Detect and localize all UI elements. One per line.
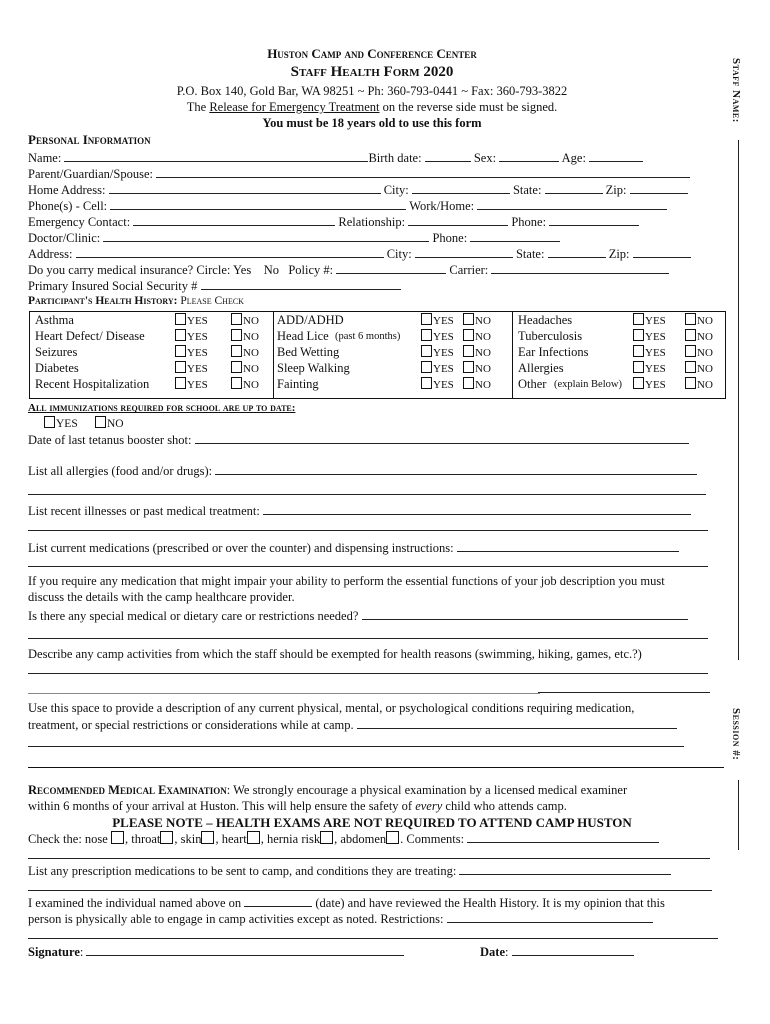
head-lice-note: (past 6 months) — [335, 331, 401, 342]
row-signature: Signature: — [28, 944, 404, 959]
no-checkbox[interactable] — [231, 361, 242, 373]
phone-cell-field[interactable] — [110, 198, 406, 210]
no-checkbox[interactable] — [685, 361, 696, 373]
yes-checkbox[interactable] — [421, 377, 432, 389]
no-checkbox[interactable] — [463, 377, 474, 389]
no-label: NO — [697, 315, 713, 327]
row-phones — [28, 198, 667, 213]
hernia-checkbox[interactable] — [320, 831, 333, 844]
row-ssn — [28, 278, 401, 293]
row-allergies — [28, 463, 697, 478]
exam-heading: Recommended Medical Examination — [28, 783, 227, 797]
prescriptions-line-2[interactable] — [28, 890, 712, 891]
history-col3-label: Ear Infections — [518, 345, 589, 359]
special-field[interactable] — [362, 608, 688, 620]
yes-checkbox[interactable] — [175, 345, 186, 357]
yes-label: YES — [433, 363, 454, 375]
yes-label: YES — [433, 315, 454, 327]
staff-name-side-line[interactable] — [738, 140, 739, 660]
date-label: Date — [480, 945, 505, 959]
heart-checkbox[interactable] — [247, 831, 260, 844]
exam-text-1: : We strongly encourage a physical examination by a licensed medical examiner — [226, 783, 628, 797]
history-col1-label: Recent Hospitalization — [35, 377, 150, 391]
row-insurance — [28, 262, 669, 277]
immunizations-no-checkbox[interactable] — [95, 416, 106, 428]
history-col1-label: Diabetes — [35, 361, 79, 375]
name-field[interactable] — [64, 150, 368, 162]
sex-label: Sex: — [473, 151, 497, 165]
conditions-extra-line[interactable] — [28, 746, 684, 747]
home-address-label: Home Address: — [28, 183, 106, 197]
history-yes-option[interactable] — [421, 361, 454, 377]
yes-label: YES — [187, 331, 208, 343]
personal-heading: Personal Information — [28, 132, 151, 147]
medications-label: List current medications (prescribed or over the counter) and dispensing instructions: — [28, 541, 454, 555]
doctor-city-label: City: — [386, 247, 412, 261]
row-special — [28, 608, 688, 623]
impair-line-2: discuss the details with the camp healthcare provider. — [28, 590, 295, 604]
doctor-label: Doctor/Clinic: — [28, 231, 101, 245]
no-checkbox[interactable] — [231, 345, 242, 357]
policy-field[interactable] — [336, 262, 446, 274]
row-examined-1 — [28, 895, 665, 910]
illnesses-field[interactable] — [263, 503, 691, 515]
check-throat-label: , throat — [124, 832, 161, 846]
allergies-line-2[interactable] — [28, 494, 706, 495]
history-yes-option[interactable] — [633, 361, 666, 377]
yes-label: YES — [645, 331, 666, 343]
yes-checkbox[interactable] — [175, 361, 186, 373]
row-name — [28, 150, 643, 165]
row-parent — [28, 166, 690, 181]
history-no-option[interactable] — [463, 361, 491, 377]
immunizations-yes-label: YES — [56, 418, 78, 430]
illnesses-label: List recent illnesses or past medical treatment: — [28, 504, 260, 518]
row-home-address — [28, 182, 688, 197]
carrier-field[interactable] — [491, 262, 669, 274]
illnesses-line-2[interactable] — [28, 530, 708, 531]
restrictions-field[interactable] — [447, 911, 653, 923]
row-date: Date: — [480, 944, 634, 959]
exempt-line-1[interactable] — [28, 673, 708, 674]
emergency-label: Emergency Contact: — [28, 215, 131, 229]
birth-date-field[interactable] — [425, 150, 471, 162]
divider-col2 — [512, 312, 513, 398]
staff-name-side-label: Staff Name: — [730, 58, 742, 123]
emergency-phone-field[interactable] — [549, 214, 639, 226]
history-yes-option[interactable] — [421, 313, 454, 329]
exempt-label: Describe any camp activities from which the staff should be exempted for health reasons (swimming, hiking, games, etc.?) — [28, 647, 642, 661]
yes-label: YES — [187, 379, 208, 391]
impair-line-1: If you require any medication that might impair your ability to perform the essential functions of your job description you must — [28, 574, 665, 588]
history-yes-option[interactable] — [175, 345, 208, 361]
history-no-option[interactable] — [231, 361, 259, 377]
exam-text-2a: within 6 months of your arrival at Huston. This will help ensure the safety of — [28, 799, 413, 813]
yes-checkbox[interactable] — [421, 345, 432, 357]
comments-label: . Comments: — [400, 832, 465, 846]
history-no-option[interactable] — [685, 329, 713, 345]
no-checkbox[interactable] — [463, 345, 474, 357]
zip-field[interactable] — [630, 182, 688, 194]
no-label: NO — [475, 331, 491, 343]
no-label: NO — [697, 331, 713, 343]
row-prescriptions — [28, 863, 671, 878]
no-label: NO — [243, 331, 259, 343]
no-checkbox[interactable] — [685, 345, 696, 357]
history-no-option[interactable] — [231, 313, 259, 329]
age-field[interactable] — [589, 150, 643, 162]
release-link[interactable]: Release for Emergency Treatment — [209, 100, 380, 114]
exam-line-1 — [28, 783, 627, 797]
conditions-field[interactable] — [357, 717, 677, 729]
no-label: NO — [243, 379, 259, 391]
row-examined-2 — [28, 911, 653, 926]
parent-label: Parent/Guardian/Spouse: — [28, 167, 153, 181]
row-medications — [28, 540, 679, 555]
yes-checkbox[interactable] — [633, 313, 644, 325]
no-checkbox[interactable] — [685, 313, 696, 325]
history-col2-label: Bed Wetting — [277, 345, 340, 359]
check-skin-label: , skin — [174, 832, 202, 846]
yes-label: YES — [187, 315, 208, 327]
no-label: NO — [475, 363, 491, 375]
yes-checkbox[interactable] — [633, 329, 644, 341]
allergies-field[interactable] — [215, 463, 697, 475]
row-tetanus — [28, 432, 689, 447]
history-yes-option[interactable] — [175, 329, 208, 345]
examined-text-1b: (date) and have reviewed the Health History. It is my opinion that this — [315, 896, 665, 910]
signature-label: Signature — [28, 945, 80, 959]
no-label: NO — [475, 379, 491, 391]
medications-line-2[interactable] — [28, 566, 708, 567]
yes-label: YES — [645, 363, 666, 375]
immunizations-heading: All immunizations required for school are up to date: — [28, 402, 296, 414]
check-abdomen-label: , abdomen — [334, 832, 387, 846]
examined-text-1a: I examined the individual named above on — [28, 896, 242, 910]
name-label: Name: — [28, 151, 62, 165]
history-heading — [28, 294, 244, 308]
abdomen-checkbox[interactable] — [386, 831, 399, 844]
history-yes-option[interactable] — [175, 377, 208, 393]
no-checkbox[interactable] — [231, 329, 242, 341]
yes-checkbox[interactable] — [633, 377, 644, 389]
other-note: (explain Below) — [554, 379, 622, 390]
history-col1-label: Heart Defect/ Disease — [35, 329, 145, 343]
row-emergency — [28, 214, 639, 229]
zip-label: Zip: — [605, 183, 627, 197]
comments-field[interactable] — [467, 831, 659, 843]
exempt-line-3[interactable] — [538, 692, 710, 693]
immunizations-options — [44, 416, 124, 431]
city-label: City: — [383, 183, 409, 197]
doctor-phone-label: Phone: — [432, 231, 468, 245]
no-label: NO — [697, 379, 713, 391]
history-no-option[interactable] — [685, 377, 713, 393]
history-yes-option[interactable] — [633, 329, 666, 345]
exam-date-field[interactable] — [244, 895, 312, 907]
row-doctor — [28, 230, 560, 245]
history-no-option[interactable] — [463, 313, 491, 329]
history-heading-note: Please Check — [180, 295, 244, 307]
allergies-label: List all allergies (food and/or drugs): — [28, 464, 213, 478]
special-label: Is there any special medical or dietary care or restrictions needed? — [28, 609, 359, 623]
age-note: You must be 18 years old to use this form — [262, 116, 482, 130]
history-col3-label: Allergies — [518, 361, 564, 375]
age-label: Age: — [561, 151, 586, 165]
history-yes-option[interactable] — [421, 345, 454, 361]
birth-date-label: Birth date: — [368, 151, 422, 165]
release-pre: The — [186, 100, 207, 114]
history-no-option[interactable] — [231, 329, 259, 345]
doctor-address-label: Address: — [28, 247, 73, 261]
history-col3-label: Headaches — [518, 313, 573, 327]
city-field[interactable] — [412, 182, 510, 194]
doctor-address-field[interactable] — [76, 246, 384, 258]
history-no-option[interactable] — [685, 345, 713, 361]
exam-text-2b: child who attends camp. — [445, 799, 567, 813]
yes-checkbox[interactable] — [421, 329, 432, 341]
history-yes-option[interactable] — [421, 377, 454, 393]
yes-label: YES — [187, 347, 208, 359]
home-address-field[interactable] — [109, 182, 381, 194]
ssn-field[interactable] — [201, 278, 401, 290]
history-col1-label: Asthma — [35, 313, 74, 327]
no-label: NO — [243, 315, 259, 327]
tetanus-field[interactable] — [195, 432, 689, 444]
history-col1-label: Seizures — [35, 345, 78, 359]
yes-label: YES — [645, 315, 666, 327]
no-label: NO — [697, 363, 713, 375]
history-no-option[interactable] — [463, 329, 491, 345]
exam-every: every — [415, 799, 443, 813]
no-label: NO — [697, 347, 713, 359]
relationship-field[interactable] — [408, 214, 508, 226]
exam-not-required-note: PLEASE NOTE – HEALTH EXAMS ARE NOT REQUIRED TO ATTEND CAMP HUSTON — [112, 815, 632, 830]
yes-checkbox[interactable] — [421, 361, 432, 373]
divider-col1 — [273, 312, 274, 398]
yes-checkbox[interactable] — [175, 313, 186, 325]
history-yes-option[interactable] — [633, 313, 666, 329]
history-heading-text: Participant's Health History: — [28, 295, 178, 307]
check-hernia-label: , hernia risk — [260, 832, 321, 846]
row-exam-checks — [28, 831, 659, 846]
examined-text-2: person is physically able to engage in camp activities except as noted. Restrictions: — [28, 912, 444, 926]
row-conditions — [28, 717, 677, 732]
comments-line-2[interactable] — [28, 858, 710, 859]
yes-label: YES — [433, 331, 454, 343]
ssn-label: Primary Insured Social Security # — [28, 279, 198, 293]
policy-label: Policy #: — [288, 263, 334, 277]
no-checkbox[interactable] — [463, 329, 474, 341]
history-no-option[interactable] — [463, 377, 491, 393]
prescriptions-field[interactable] — [459, 863, 671, 875]
history-col2-label: Sleep Walking — [277, 361, 350, 375]
no-checkbox[interactable] — [231, 377, 242, 389]
yes-checkbox[interactable] — [633, 361, 644, 373]
date-field[interactable] — [512, 944, 634, 956]
doctor-state-field[interactable] — [548, 246, 606, 258]
exempt-line-2[interactable] — [28, 693, 540, 694]
yes-label: YES — [433, 347, 454, 359]
doctor-field[interactable] — [103, 230, 429, 242]
check-heart-label: , heart — [215, 832, 247, 846]
relationship-label: Relationship: — [338, 215, 406, 229]
history-no-option[interactable] — [685, 361, 713, 377]
carrier-label: Carrier: — [449, 263, 489, 277]
immunizations-yes-checkbox[interactable] — [44, 416, 55, 428]
no-label: NO — [243, 363, 259, 375]
doctor-state-label: State: — [515, 247, 545, 261]
no-label: NO — [475, 347, 491, 359]
work-home-field[interactable] — [477, 198, 667, 210]
history-no-option[interactable] — [231, 345, 259, 361]
immunizations-no-label: NO — [106, 418, 124, 430]
restrictions-line-2[interactable] — [28, 938, 718, 939]
phone-cell-label: Phone(s) - Cell: — [28, 199, 108, 213]
parent-field[interactable] — [156, 166, 690, 178]
history-col3-label: Other — [518, 377, 547, 391]
doctor-phone-field[interactable] — [470, 230, 560, 242]
tetanus-label: Date of last tetanus booster shot: — [28, 433, 192, 447]
history-no-option[interactable] — [231, 377, 259, 393]
org-name: Huston Camp and Conference Center — [267, 46, 477, 61]
release-note — [0, 100, 744, 115]
history-col2-label: ADD/ADHD — [277, 313, 344, 327]
history-col2-label: Head Lice — [277, 329, 329, 343]
history-no-option[interactable] — [463, 345, 491, 361]
row-doctor-address — [28, 246, 691, 261]
work-home-label: Work/Home: — [409, 199, 475, 213]
signature-field[interactable] — [86, 944, 404, 956]
no-checkbox[interactable] — [231, 313, 242, 325]
emergency-field[interactable] — [133, 214, 335, 226]
yes-checkbox[interactable] — [175, 377, 186, 389]
no-label: NO — [475, 315, 491, 327]
special-line-2[interactable] — [28, 638, 708, 639]
history-yes-option[interactable] — [175, 313, 208, 329]
history-yes-option[interactable] — [633, 345, 666, 361]
skin-checkbox[interactable] — [201, 831, 214, 844]
yes-label: YES — [645, 347, 666, 359]
session-side-label: Session #: — [730, 708, 742, 761]
yes-checkbox[interactable] — [175, 329, 186, 341]
nose-checkbox[interactable] — [111, 831, 124, 844]
history-no-option[interactable] — [685, 313, 713, 329]
history-col3-label: Tuberculosis — [518, 329, 583, 343]
no-checkbox[interactable] — [463, 361, 474, 373]
insurance-no-option[interactable]: No — [263, 263, 279, 277]
conditions-line-2: treatment, or special restrictions or considerations while at camp. — [28, 718, 354, 732]
throat-checkbox[interactable] — [160, 831, 173, 844]
history-yes-option[interactable] — [175, 361, 208, 377]
history-yes-option[interactable] — [633, 377, 666, 393]
yes-checkbox[interactable] — [421, 313, 432, 325]
history-yes-option[interactable] — [421, 329, 454, 345]
state-label: State: — [512, 183, 542, 197]
address-line: P.O. Box 140, Gold Bar, WA 98251 ~ Ph: 360-793-0441 ~ Fax: 360-793-3822 — [176, 84, 568, 98]
no-checkbox[interactable] — [685, 377, 696, 389]
history-col2-label: Fainting — [277, 377, 319, 391]
medications-field[interactable] — [457, 540, 679, 552]
yes-checkbox[interactable] — [633, 345, 644, 357]
doctor-zip-label: Zip: — [608, 247, 630, 261]
section-divider — [28, 767, 724, 768]
release-post: on the reverse side must be signed. — [382, 100, 558, 114]
emergency-phone-label: Phone: — [511, 215, 547, 229]
doctor-zip-field[interactable] — [633, 246, 691, 258]
form-title: Staff Health Form 2020 — [290, 64, 454, 80]
prescriptions-label: List any prescription medications to be sent to camp, and conditions they are treating: — [28, 864, 457, 878]
doctor-city-field[interactable] — [415, 246, 513, 258]
exam-line-2 — [28, 799, 567, 813]
yes-label: YES — [433, 379, 454, 391]
check-nose-label: Check the: nose — [28, 832, 108, 846]
no-checkbox[interactable] — [463, 313, 474, 325]
insurance-question: Do you carry medical insurance? Circle: Yes — [28, 263, 252, 277]
no-checkbox[interactable] — [685, 329, 696, 341]
sex-field[interactable] — [499, 150, 559, 162]
yes-label: YES — [187, 363, 208, 375]
row-illnesses — [28, 503, 691, 518]
yes-label: YES — [645, 379, 666, 391]
no-label: NO — [243, 347, 259, 359]
state-field[interactable] — [545, 182, 603, 194]
conditions-line-1: Use this space to provide a description of any current physical, mental, or psychological conditions requiring medication, — [28, 701, 635, 715]
